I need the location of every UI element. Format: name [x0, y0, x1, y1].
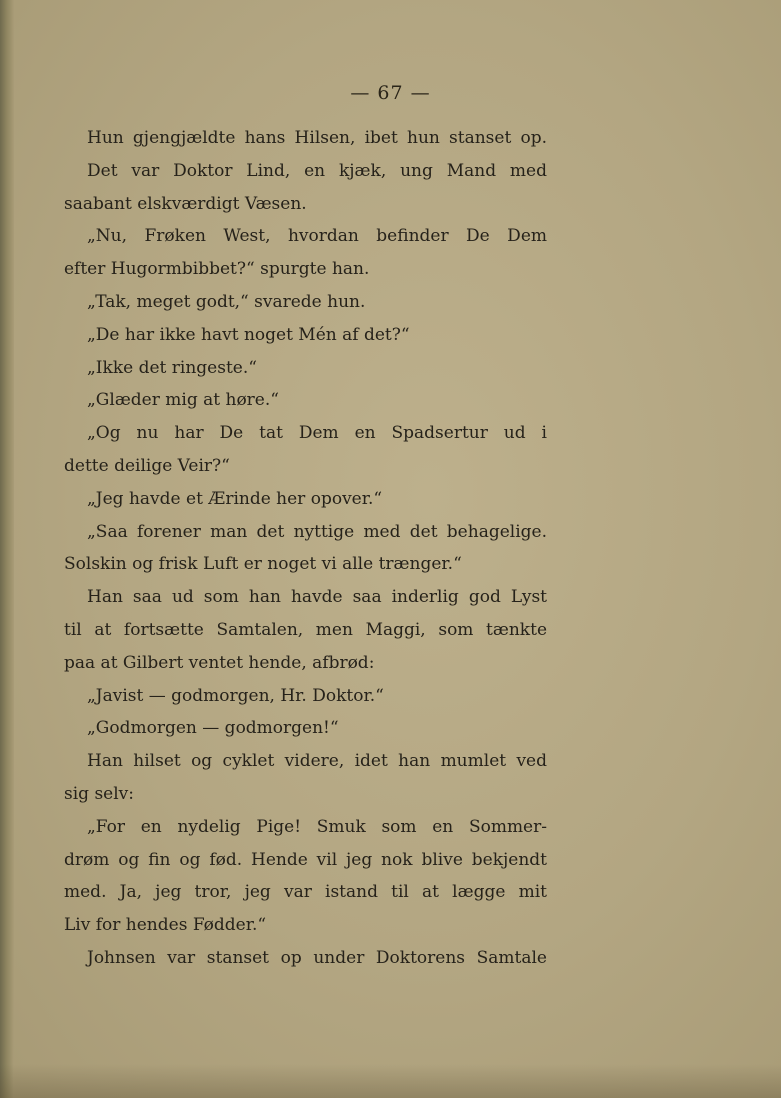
- text-line: Liv for hendes Fødder.“: [64, 915, 267, 936]
- body-text: [64, 122, 547, 975]
- text-line: „Og nu har De tat Dem en Spadsertur ud i: [87, 423, 547, 444]
- text-line: med. Ja, jeg tror, jeg var istand til at lægge mit: [64, 882, 547, 903]
- text-line: til at fortsætte Samtalen, men Maggi, som tænkte: [64, 619, 547, 640]
- text-line: „De har ikke havt noget Mén af det?“: [87, 324, 410, 345]
- text-line: efter Hugormbibbet?“ spurgte han.: [64, 259, 370, 280]
- text-line: Hun gjengjældte hans Hilsen, ibet hun stanset op.: [87, 128, 547, 148]
- text-line: „Tak, meget godt,“ svarede hun.: [87, 291, 366, 312]
- text-line: „Saa forener man det nyttige med det behagelige.: [87, 521, 547, 542]
- text-line: Johnsen var stanset op under Doktorens Samtale: [87, 947, 547, 968]
- text-line: „Glæder mig at høre.“: [87, 390, 279, 411]
- page-spine-edge: [0, 0, 14, 1098]
- text-line: „Nu, Frøken West, hvordan befinder De Dem: [87, 226, 547, 247]
- text-line: „Ikke det ringeste.“: [87, 357, 257, 378]
- text-line: „Jeg havde et Ærinde her opover.“: [87, 488, 383, 509]
- text-line: Han saa ud som han havde saa inderlig god Lyst: [87, 587, 547, 608]
- text-line: dette deilige Veir?“: [64, 455, 230, 476]
- text-line: Det var Doktor Lind, en kjæk, ung Mand med: [87, 160, 547, 181]
- text-line: paa at Gilbert ventet hende, afbrød:: [64, 652, 375, 673]
- text-line: sig selv:: [64, 783, 135, 804]
- text-line: „Javist — godmorgen, Hr. Doktor.“: [87, 685, 384, 706]
- text-line: „Godmorgen — godmorgen!“: [87, 718, 339, 739]
- text-line: Solskin og frisk Luft er noget vi alle trænger.“: [64, 554, 462, 575]
- page-number: — 67 —: [350, 82, 431, 104]
- text-line: Han hilset og cyklet videre, idet han mumlet ved: [87, 751, 547, 772]
- text-line: drøm og fin og fød. Hende vil jeg nok blive bekjendt: [64, 849, 547, 870]
- page-bottom-shadow: [0, 1064, 781, 1098]
- text-line: „For en nydelig Pige! Smuk som en Sommer-: [87, 816, 547, 837]
- text-line: saabant elskværdigt Væsen.: [64, 193, 307, 214]
